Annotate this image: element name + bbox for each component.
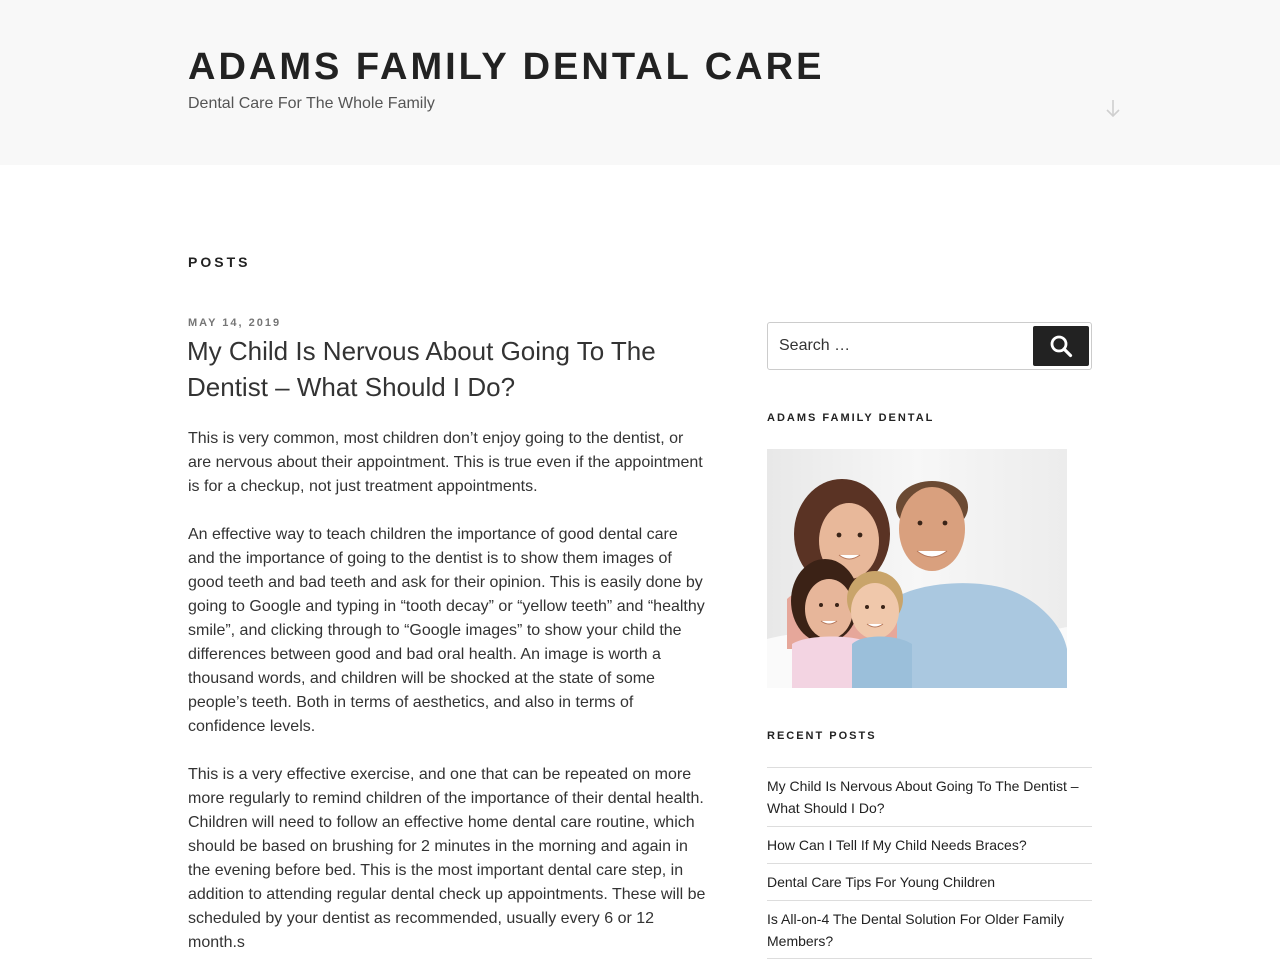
family-photo	[767, 449, 1067, 688]
list-item	[767, 863, 1092, 900]
page-title: POSTS	[188, 254, 251, 270]
list-item	[767, 767, 1092, 826]
arrow-down-icon[interactable]	[1103, 96, 1123, 120]
recent-post-link[interactable]: Is All-on-4 The Dental Solution For Older Family Members?	[767, 911, 1064, 949]
list-item	[767, 826, 1092, 863]
post-paragraph: This is very common, most children don’t enjoy going to the dentist, or are nervous about their appointment. This is true even if the appointment is for a checkup, not just treatment appointments.	[188, 430, 703, 495]
list-item	[767, 900, 1092, 959]
recent-posts-title: RECENT POSTS	[767, 730, 877, 742]
post-paragraph: An effective way to teach children the importance of good dental care and the importance of going to the dentist is to show them images of good teeth and bad teeth and ask for their opinion. This is easily done by going to Google and typing in “tooth decay” or “yellow teeth” and “healthy smile”, and clicking through to “Google images” to show your child the differences between good and bad oral health. An image is worth a thousand words, and children will be shocked at the state of some people’s teeth. Both in terms of aesthetics, and also in terms of confidence levels.	[188, 526, 705, 735]
site-header	[0, 0, 1280, 165]
recent-post-link[interactable]: How Can I Tell If My Child Needs Braces?	[767, 837, 1027, 853]
recent-post-link[interactable]: My Child Is Nervous About Going To The Dentist – What Should I Do?	[767, 778, 1079, 816]
recent-post-link[interactable]: Dental Care Tips For Young Children	[767, 874, 996, 890]
post-content	[188, 427, 708, 979]
post-title[interactable]: My Child Is Nervous About Going To The Dentist – What Should I Do?	[187, 336, 656, 402]
post-paragraph: This is a very effective exercise, and one that can be repeated on more more regularly to remind children of the importance of their dental health. Children will need to follow an effective home dental care routine, which should be based on brushing for 2 minutes in the morning and again in the evening before bed. This is the most important dental care step, in addition to attending regular dental check up appointments. These will be scheduled by your dentist as recommended, usually every 6 or 12 month.s	[188, 766, 706, 951]
image-widget-title: ADAMS FAMILY DENTAL	[767, 412, 935, 424]
site-description: Dental Care For The Whole Family	[188, 95, 435, 112]
search-button[interactable]	[1033, 326, 1089, 366]
search-input[interactable]	[768, 323, 1028, 369]
search-icon	[1049, 334, 1073, 358]
site-title[interactable]: ADAMS FAMILY DENTAL CARE	[188, 46, 825, 88]
search-form	[767, 322, 1092, 370]
recent-posts-list	[767, 767, 1092, 959]
post-date[interactable]: MAY 14, 2019	[188, 317, 282, 329]
